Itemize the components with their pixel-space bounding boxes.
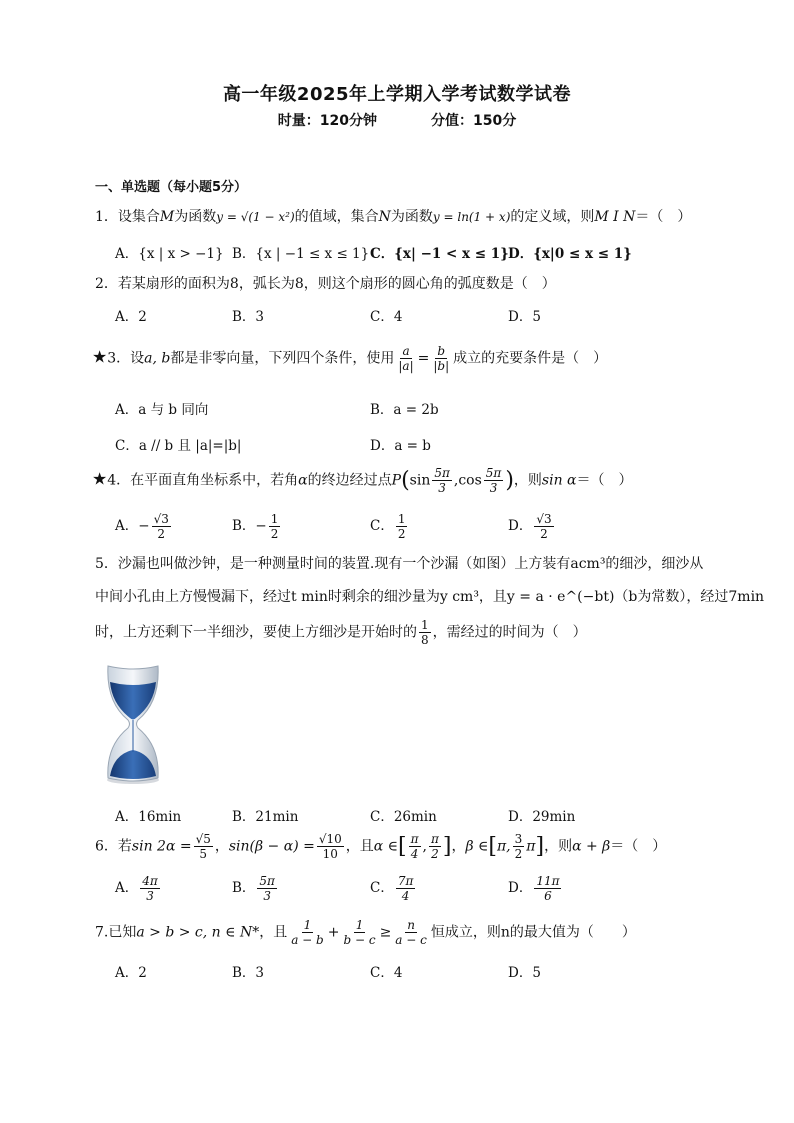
frac-den: 6: [544, 889, 552, 903]
frac-den: a − c: [395, 933, 427, 947]
q6-range: π: [526, 838, 536, 855]
q6-option-d[interactable]: [508, 874, 563, 903]
q6-option-c[interactable]: [370, 874, 417, 903]
q1-func1: y = √(1 − x²): [216, 210, 295, 224]
q3-fraction-b: [431, 344, 451, 373]
q7-text: ，且: [259, 924, 288, 941]
option-label: C．: [370, 880, 394, 896]
exam-score: 分值：150分: [431, 113, 517, 129]
q5-option-c[interactable]: C．26min: [370, 809, 437, 825]
q3-option-a[interactable]: A．a 与 b 同向: [115, 402, 209, 418]
q6-range: π,: [496, 838, 511, 855]
question-3: [92, 344, 607, 373]
q4-text: 4．在平面直角坐标系中，若角: [107, 472, 299, 489]
frac-num: 1: [270, 512, 279, 526]
frac-den: 5: [199, 847, 208, 861]
page-title: 高一年级2025年上学期入学考试数学试卷: [222, 84, 572, 105]
frac-num: √3: [536, 512, 552, 526]
question-4: ★4．在平面直角坐标系中，若角α的终边经过点P(sin $\frac{5\pi}{3}$ ,cos $\frac{5\pi}{3}$ )，则sin α＝（ ）: [92, 466, 633, 495]
q6-text: ，且: [345, 838, 374, 855]
q3-text: 都是非零向量，下列四个条件，使用: [170, 350, 395, 367]
q7-option-c[interactable]: C．4: [370, 965, 403, 981]
frac-num: 11π: [536, 874, 560, 888]
q1-option-a[interactable]: A．{x | x > −1}: [115, 246, 224, 262]
star-icon: ★: [92, 469, 108, 490]
frac-den: 2: [157, 527, 166, 541]
option-label: A．: [115, 518, 139, 534]
frac-num: π: [410, 832, 419, 846]
q3-fraction-a: [396, 344, 415, 373]
frac-den: 2: [514, 847, 523, 861]
q6-text: ＝（ ）: [610, 838, 667, 855]
frac-num: 1: [421, 618, 429, 632]
frac-num: 7π: [397, 874, 414, 888]
q6-text: ，: [451, 838, 466, 855]
q3-text: 成立的充要条件是（ ）: [453, 350, 608, 367]
question-6: 6．若sin 2α = $\frac{√5}{5}$ ，sin(β − α) = $\frac{√10}{10}$ ，且α ∈[ $\frac{\pi}{4}$ , $\frac{\pi}{2}$ ]，β ∈[π, $\frac{3}{2}$ π]，则α + β＝（ ）: [95, 832, 667, 861]
q1-var-n: N: [378, 209, 391, 225]
option-label: B．: [232, 518, 256, 534]
q5-option-d[interactable]: D．29min: [508, 809, 576, 825]
q6-sinba: sin(β − α) =: [228, 838, 315, 855]
q1-text: 1．设集合: [95, 209, 160, 225]
frac-den: 3: [263, 889, 271, 903]
q4-frac-den: 3: [438, 481, 446, 495]
q3-equals: =: [417, 350, 430, 367]
q4-text: 的终边经过点: [307, 472, 392, 489]
q3-frac-den: |a|: [398, 359, 414, 373]
q4-frac-num: 5π: [434, 466, 450, 480]
q1-text: 为函数: [174, 209, 217, 225]
frac-den: 2: [540, 527, 548, 541]
frac-num: √10: [318, 832, 342, 846]
question-7: [95, 918, 636, 947]
q4-alpha: α: [298, 472, 308, 489]
question-5-line-3: [95, 618, 587, 647]
q3-vectors: a, b: [144, 350, 171, 367]
option-sign: −: [255, 518, 267, 534]
q1-option-b[interactable]: B．{x | −1 ≤ x ≤ 1}: [232, 246, 370, 262]
q3-option-c[interactable]: C．a // b 且 |a|=|b|: [115, 438, 242, 454]
q4-point: P: [391, 472, 402, 489]
q3-option-d[interactable]: D．a = b: [370, 438, 431, 454]
q1-text: ＝（ ）: [635, 209, 692, 225]
q7-condition: a > b > c, n ∈ N*: [136, 924, 260, 941]
q5-text: 时，上方还剩下一半细沙，要使上方细沙是开始时的: [95, 624, 417, 641]
q4-cos: ,cos: [453, 472, 482, 489]
frac-den: 10: [322, 847, 338, 861]
q6-sin2a: sin 2α =: [131, 838, 192, 855]
star-icon: ★: [92, 347, 108, 368]
q5-option-b[interactable]: B．21min: [232, 809, 299, 825]
q1-var-m: M: [159, 209, 175, 225]
hourglass-image: [102, 662, 164, 786]
question-2: 2．若某扇形的面积为8，弧长为8，则这个扇形的圆心角的弧度数是（ ）: [95, 276, 556, 292]
q7-geq: ≥: [379, 924, 392, 941]
q6-beta-in: β ∈: [465, 838, 489, 855]
frac-num: √3: [153, 512, 169, 526]
frac-den: 4: [401, 889, 410, 903]
q2-option-b[interactable]: B．3: [232, 309, 265, 325]
q3-text: 3．设: [107, 350, 145, 367]
frac-den: 8: [421, 633, 429, 647]
option-label: A．: [115, 880, 139, 896]
frac-num: 1: [303, 918, 312, 932]
q7-option-d[interactable]: D．5: [508, 965, 541, 981]
frac-num: 3: [514, 832, 523, 846]
option-label: D．: [508, 518, 533, 534]
q6-option-b[interactable]: [232, 874, 279, 903]
option-label: D．: [508, 880, 533, 896]
frac-num: n: [407, 918, 415, 932]
q1-func2: y = ln(1 + x): [432, 210, 511, 224]
section-heading: 一、单选题（每小题5分）: [95, 180, 248, 195]
frac-num: π: [430, 832, 439, 846]
q5-option-a[interactable]: A．16min: [115, 809, 182, 825]
q6-sum: α + β: [572, 838, 611, 855]
option-label: C．: [370, 518, 394, 534]
q2-option-c[interactable]: C．4: [370, 309, 403, 325]
q4-option-c[interactable]: [370, 512, 409, 541]
frac-num: 4π: [142, 874, 158, 888]
q4-frac-den: 3: [489, 481, 498, 495]
q7-option-a[interactable]: A．2: [115, 965, 147, 981]
q3-frac-num: a: [402, 344, 410, 358]
q4-option-a[interactable]: [115, 512, 173, 541]
frac-den: 4: [410, 847, 419, 861]
question-1: [95, 206, 691, 226]
q4-option-b[interactable]: [232, 512, 282, 541]
q7-plus: +: [327, 924, 340, 941]
frac-num: 5π: [259, 874, 275, 888]
q4-option-d[interactable]: [508, 512, 556, 541]
frac-den: 2: [431, 847, 439, 861]
q4-sin: sin: [409, 472, 431, 489]
q3-option-b[interactable]: B．a = 2b: [370, 402, 439, 418]
q7-text: 恒成立，则n的最大值为（ ）: [430, 924, 636, 941]
frac-den: 3: [146, 889, 154, 903]
q1-text: 为函数: [390, 209, 433, 225]
q2-option-a[interactable]: A．2: [115, 309, 147, 325]
q1-expr: M I N: [594, 209, 636, 225]
frac-num: 1: [397, 512, 406, 526]
q4-text: ＝（ ）: [576, 472, 633, 489]
q4-sin-alpha: sin α: [541, 472, 577, 489]
q3-frac-den: |b|: [433, 359, 450, 373]
option-label: B．: [232, 880, 256, 896]
exam-time: 时量：120分钟: [277, 113, 377, 129]
frac-num: 1: [355, 918, 364, 932]
frac-den: b − c: [343, 933, 376, 947]
q6-option-a[interactable]: [115, 874, 162, 903]
q4-text: ，则: [513, 472, 542, 489]
question-5-line-1: 5．沙漏也叫做沙钟，是一种测量时间的装置.现有一个沙漏（如图）上方装有acm³的细沙，细沙从: [95, 556, 704, 572]
q7-text: 7.已知: [95, 924, 137, 941]
q3-frac-num: b: [437, 344, 446, 358]
question-5-line-2: 中间小孔由上方慢慢漏下，经过t min时剩余的细沙量为y cm³，且y = a · e^(−bt)（b为常数），经过7min: [95, 589, 765, 605]
q6-text: 6．若: [95, 838, 132, 855]
q1-option-c[interactable]: C．{x| −1 < x ≤ 1}: [370, 246, 509, 262]
q1-text: 的定义域，则: [510, 209, 595, 225]
option-sign: −: [138, 518, 150, 534]
q6-text: ，则: [544, 838, 573, 855]
q1-text: 的值域，集合: [294, 209, 379, 225]
frac-den: 2: [397, 527, 406, 541]
q4-frac-num: 5π: [485, 466, 502, 480]
frac-den: 2: [270, 527, 279, 541]
q5-text: ，需经过的时间为（ ）: [432, 624, 587, 641]
q2-option-d[interactable]: D．5: [508, 309, 541, 325]
frac-den: a − b: [291, 933, 324, 947]
q1-option-d[interactable]: D．{x|0 ≤ x ≤ 1}: [508, 246, 632, 262]
q6-text: ，: [214, 838, 229, 855]
q6-alpha-in: α ∈: [373, 838, 399, 855]
exam-info: [0, 110, 794, 130]
q7-option-b[interactable]: B．3: [232, 965, 265, 981]
frac-num: √5: [195, 832, 211, 846]
